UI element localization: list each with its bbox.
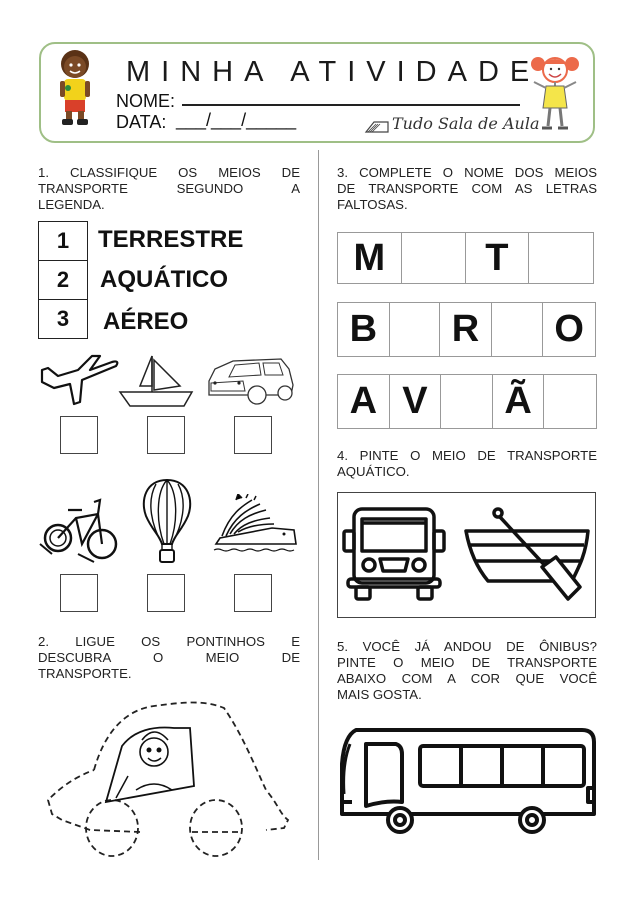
page-title: MINHA ATIVIDADE bbox=[126, 56, 541, 88]
letter-cell-blank[interactable] bbox=[441, 375, 493, 428]
letter-cell: R bbox=[440, 303, 492, 356]
date-field[interactable]: ___/___/_____ bbox=[176, 110, 297, 130]
hot-air-balloon-icon bbox=[138, 478, 196, 566]
books-logo-icon bbox=[364, 118, 390, 134]
word-grid-moto bbox=[337, 232, 594, 284]
q1-instruction: 1. CLASSIFIQUE OS MEIOS DE TRANSPORTE SEGUNDO A LEGENDA. bbox=[38, 165, 300, 212]
airplane-icon bbox=[38, 352, 120, 408]
letter-cell-blank[interactable] bbox=[402, 233, 466, 283]
letter-cell: A bbox=[338, 375, 390, 428]
letter-cell-blank[interactable] bbox=[492, 303, 544, 356]
legend-label-aereo: AÉREO bbox=[103, 308, 189, 335]
boy-character-icon bbox=[52, 48, 98, 128]
answer-box-airplane[interactable] bbox=[60, 416, 98, 454]
answer-box-ship[interactable] bbox=[234, 574, 272, 612]
letter-cell: T bbox=[466, 233, 530, 283]
legend-label-aquatico: AQUÁTICO bbox=[100, 266, 228, 293]
answer-box-bicycle[interactable] bbox=[60, 574, 98, 612]
name-label: NOME: bbox=[116, 91, 176, 111]
column-divider bbox=[318, 150, 319, 860]
legend-number: 3 bbox=[38, 299, 88, 339]
legend-label-terrestre: TERRESTRE bbox=[98, 226, 244, 253]
answer-box-balloon[interactable] bbox=[147, 574, 185, 612]
q4-instruction: 4. PINTE O MEIO DE TRANSPORTE AQUÁTICO. bbox=[337, 448, 597, 479]
letter-cell: Ã bbox=[493, 375, 545, 428]
q5-instruction: 5. VOCÊ JÁ ANDOU DE ÔNIBUS? PINTE O MEIO DE TRANSPORTE ABAIXO COM A COR QUE VOCÊ MAIS GOSTA. bbox=[337, 639, 597, 702]
car-icon bbox=[205, 355, 297, 407]
brand-logo: Tudo Sala de Aula bbox=[392, 114, 540, 133]
legend-number: 2 bbox=[38, 260, 88, 300]
word-grid-aviao bbox=[337, 374, 597, 429]
letter-cell: M bbox=[338, 233, 402, 283]
letter-cell: O bbox=[554, 308, 584, 350]
word-grid-barco bbox=[337, 302, 596, 357]
letter-cell-blank[interactable] bbox=[544, 375, 596, 428]
q3-instruction: 3. COMPLETE O NOME DOS MEIOS DE TRANSPORTE COM AS LETRAS FALTOSAS. bbox=[337, 165, 597, 212]
cruise-ship-icon bbox=[212, 494, 300, 562]
sailboat-icon bbox=[118, 352, 194, 410]
legend-number: 1 bbox=[38, 221, 88, 261]
letter-cell: B bbox=[338, 303, 390, 356]
answer-box-sailboat[interactable] bbox=[147, 416, 185, 454]
letter-cell: V bbox=[390, 375, 442, 428]
rowboat-icon[interactable] bbox=[462, 505, 592, 603]
name-field[interactable] bbox=[182, 104, 520, 106]
bicycle-icon bbox=[38, 496, 122, 566]
dotted-car-picture[interactable] bbox=[44, 694, 290, 860]
letter-cell-blank[interactable] bbox=[529, 233, 593, 283]
bus-side-icon[interactable] bbox=[336, 724, 600, 842]
date-label: DATA: bbox=[116, 112, 167, 132]
bus-front-icon[interactable] bbox=[342, 505, 446, 603]
answer-box-car[interactable] bbox=[234, 416, 272, 454]
q2-instruction: 2. LIGUE OS PONTINHOS E DESCUBRA O MEIO DE TRANSPORTE. bbox=[38, 634, 300, 681]
letter-cell-blank[interactable] bbox=[390, 303, 441, 356]
